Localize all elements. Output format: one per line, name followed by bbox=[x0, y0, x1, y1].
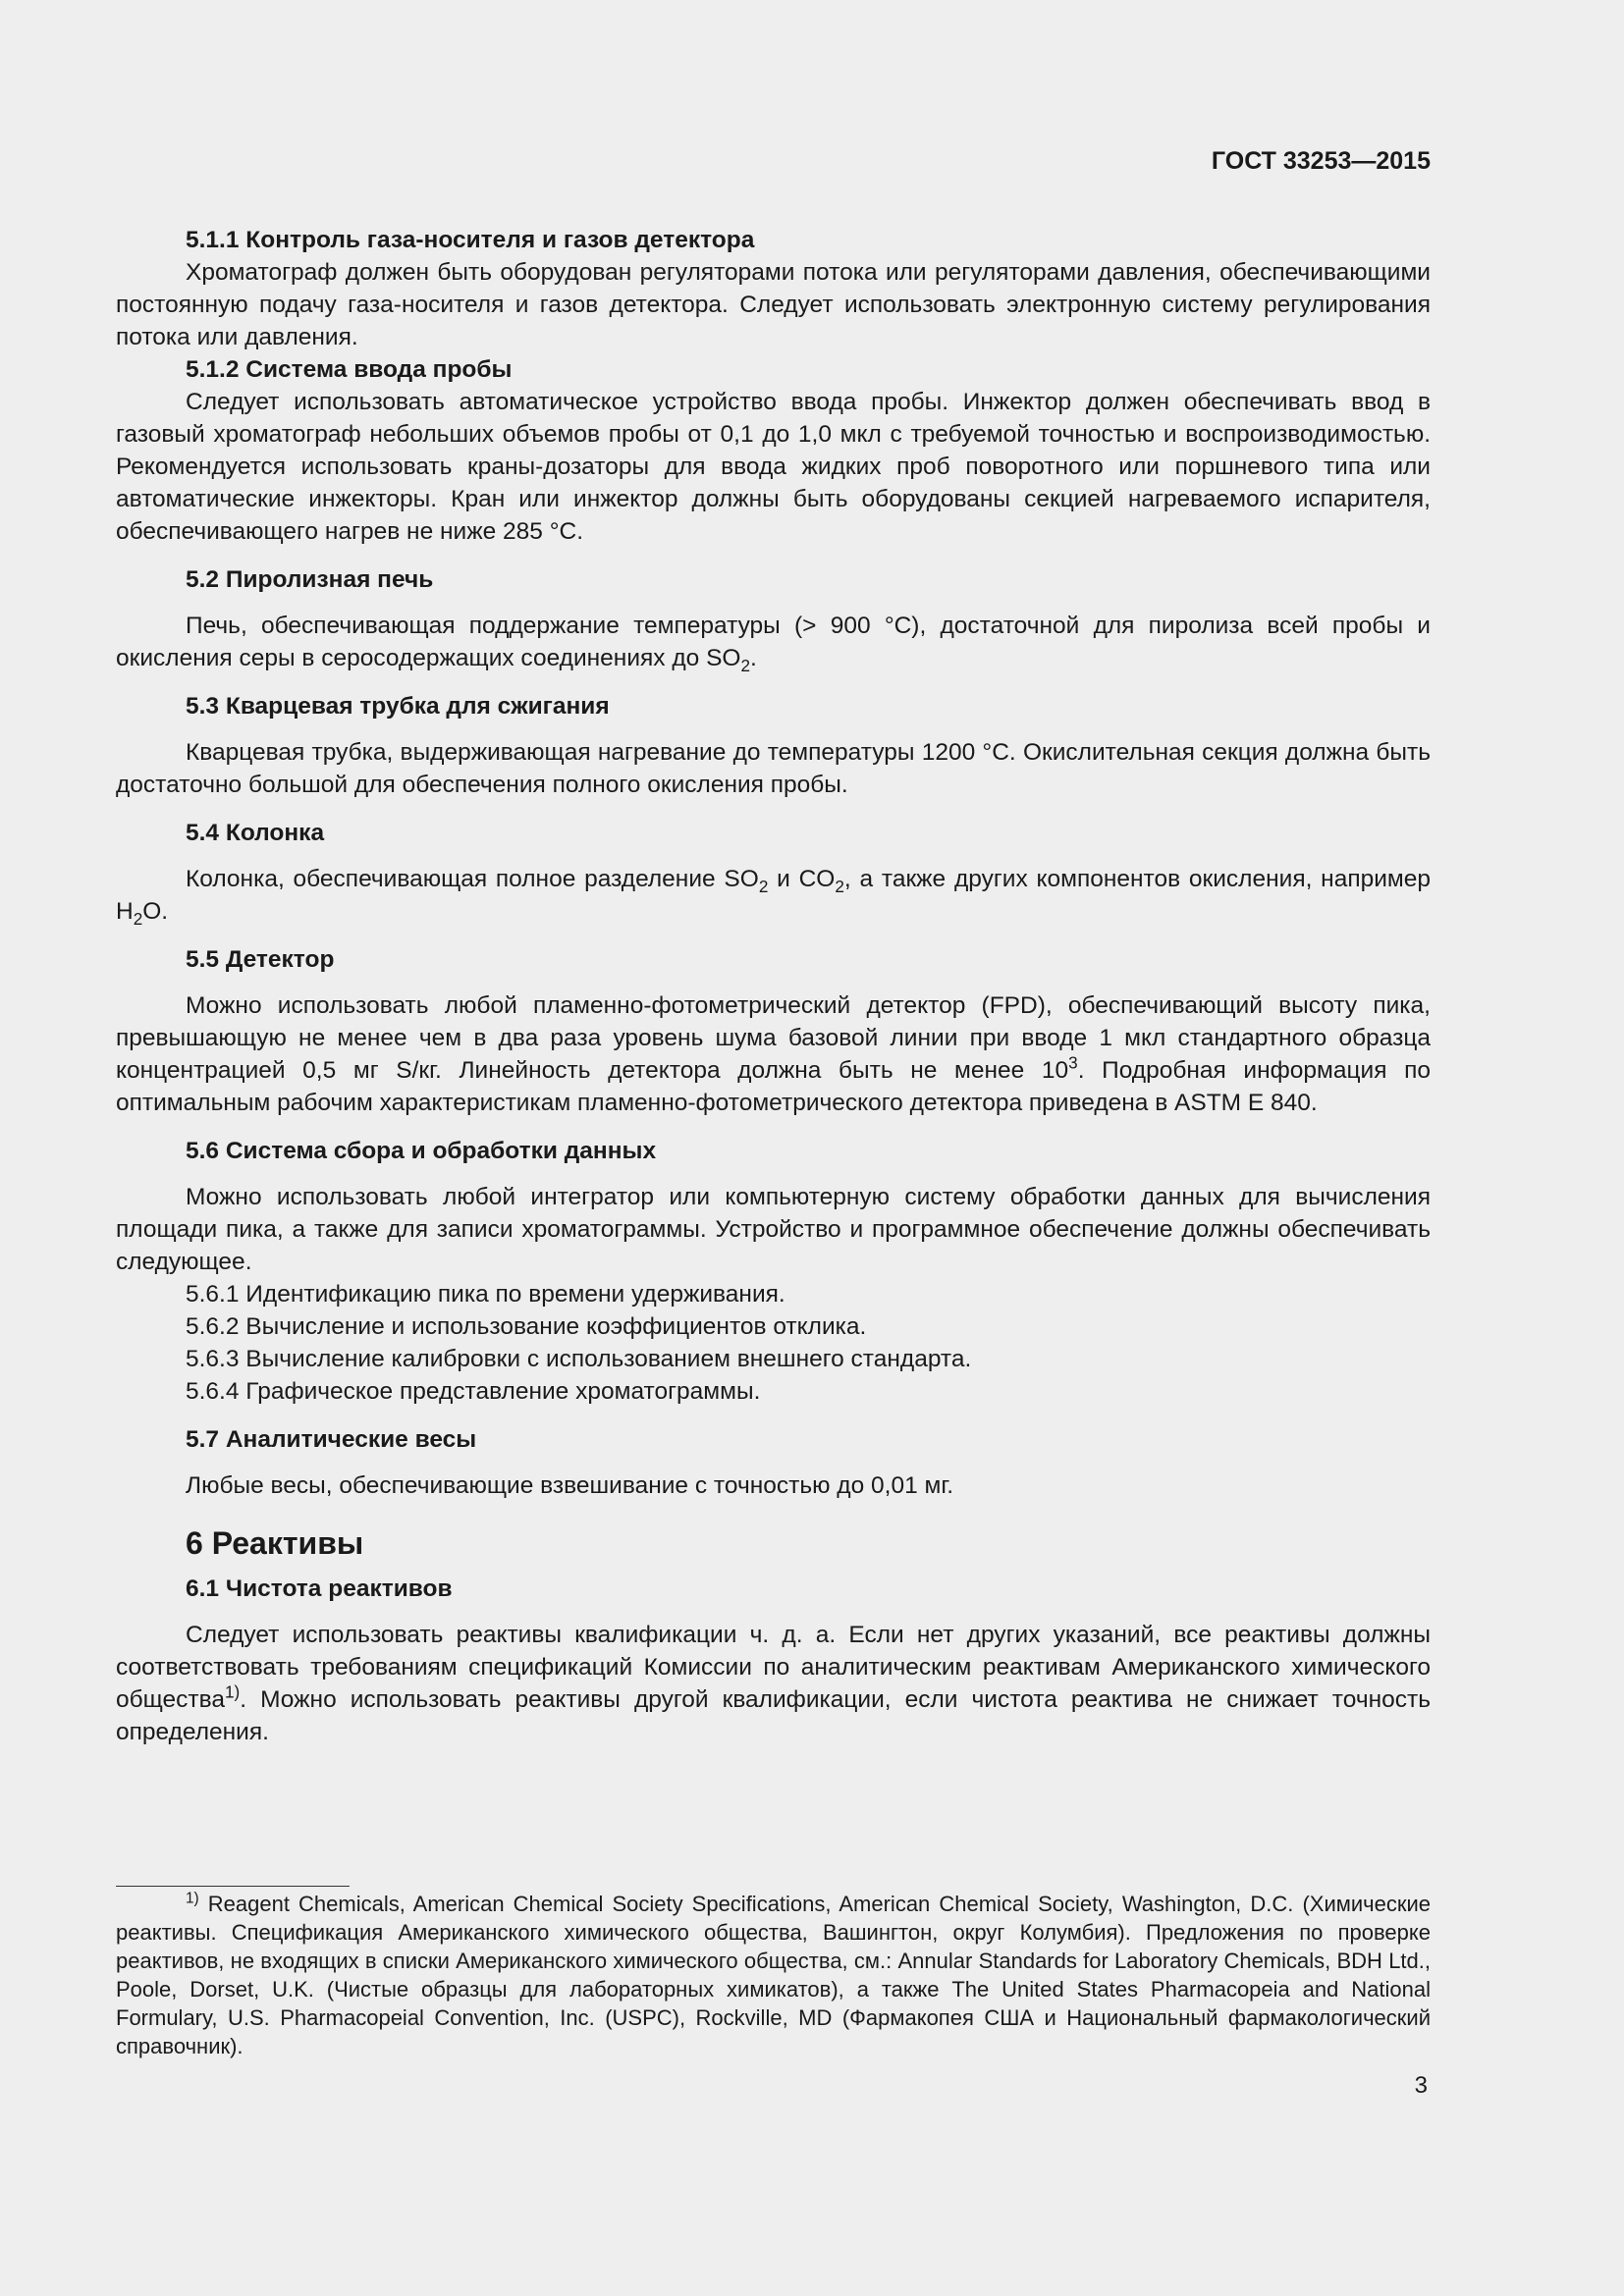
text-5-4-2: и CO bbox=[768, 866, 836, 892]
list-item-5-6-1: 5.6.1 Идентификацию пика по времени удерживания. bbox=[186, 1281, 785, 1308]
subscript-5-4-2: 2 bbox=[835, 877, 844, 896]
heading-5-5: 5.5 Детектор bbox=[186, 946, 335, 973]
list-item-5-6-3: 5.6.3 Вычисление калибровки с использованием внешнего стандарта. bbox=[186, 1346, 972, 1372]
footnote-text: Reagent Chemicals, American Chemical Society Specifications, American Chemical Society, Washington, D.C. (Химические реактивы. Спецификация Американского химического общества, Вашингтон, округ Колумбия). Предложения по проверке реактивов, не входящих в списки Американского химического общества, см.: Annular Standards for Laboratory Chemicals, BDH Ltd., Poole, Dorset, U.K. (Чистые образцы для лабораторных химикатов), а также The United States Pharmacopeia and National Formulary, U.S. Pharmacopeial Convention, Inc. (USPC), Rockville, MD (Фармакопея США и Национальный фармакологический справочник). bbox=[116, 1892, 1431, 2058]
subscript-5-4-1: 2 bbox=[758, 877, 769, 896]
heading-5-1-1: 5.1.1 Контроль газа-носителя и газов детектора bbox=[186, 227, 755, 253]
text-6-1-2: . Можно использовать реактивы другой квалификации, если чистота реактива не снижает точность определения. bbox=[116, 1686, 1431, 1745]
paragraph-5-4 bbox=[116, 863, 1431, 928]
page-content bbox=[116, 224, 1431, 1748]
subscript-5-2: 2 bbox=[740, 656, 751, 675]
text-5-5-1: Можно использовать любой пламенно-фотометрический детектор (FPD), обеспечивающий высоту пика, превышающую не менее чем в два раза уровень шума базовой линии при вводе 1 мкл стандартного образца концентрацией 0,5 мг S/кг. Линейность детектора должна быть не менее 10 bbox=[116, 992, 1431, 1084]
footnote-divider bbox=[116, 1886, 350, 1887]
paragraph-6-1 bbox=[116, 1619, 1431, 1748]
heading-6-1: 6.1 Чистота реактивов bbox=[186, 1575, 453, 1602]
paragraph-5-5 bbox=[116, 989, 1431, 1119]
footnote-ref-1: 1) bbox=[225, 1682, 241, 1702]
text-5-5-2: . Подробная информация по оптимальным рабочим характеристикам пламенно-фотометрического детектора приведена в ASTM E 840. bbox=[116, 1057, 1431, 1116]
footnote-marker: 1) bbox=[186, 1890, 199, 1907]
paragraph-5-1-1: Хроматограф должен быть оборудован регуляторами потока или регуляторами давления, обеспечивающими постоянную подачу газа-носителя и газов детектора. Следует использовать электронную систему регулирования потока или давления. bbox=[116, 259, 1431, 350]
footnote bbox=[116, 1890, 1431, 2060]
page-number: 3 bbox=[1414, 2072, 1428, 2099]
superscript-5-5: 3 bbox=[1068, 1052, 1078, 1073]
text-5-4-4: O. bbox=[142, 898, 169, 925]
paragraph-5-1-2: Следует использовать автоматическое устройство ввода пробы. Инжектор должен обеспечивать ввод в газовый хроматограф небольших объемов пробы от 0,1 до 1,0 мкл с требуемой точностью и воспроизводимостью. Рекомендуется использовать краны-дозаторы для ввода жидких проб поворотного или поршневого типа или автоматические инжекторы. Кран или инжектор должны быть оборудованы секцией нагреваемого испарителя, обеспечивающего нагрев не ниже 285 °С. bbox=[116, 389, 1431, 545]
heading-5-2: 5.2 Пиролизная печь bbox=[186, 566, 434, 593]
text-6-1-1: Следует использовать реактивы квалификации ч. д. а. Если нет других указаний, все реактивы должны соответствовать требованиям спецификаций Комиссии по аналитическим реактивам Американского химического общества bbox=[116, 1622, 1431, 1713]
heading-5-7: 5.7 Аналитические весы bbox=[186, 1426, 477, 1453]
list-item-5-6-2: 5.6.2 Вычисление и использование коэффициентов отклика. bbox=[186, 1313, 867, 1340]
heading-5-3: 5.3 Кварцевая трубка для сжигания bbox=[186, 693, 610, 720]
subscript-5-4-3: 2 bbox=[133, 909, 143, 929]
paragraph-5-7: Любые весы, обеспечивающие взвешивание с точностью до 0,01 мг. bbox=[186, 1472, 954, 1499]
list-item-5-6-4: 5.6.4 Графическое представление хроматограммы. bbox=[186, 1378, 761, 1405]
doc-code-header: ГОСТ 33253—2015 bbox=[1211, 147, 1431, 175]
heading-5-6: 5.6 Система сбора и обработки данных bbox=[186, 1138, 657, 1164]
text-5-2-b: . bbox=[750, 645, 757, 671]
text-5-2-a: Печь, обеспечивающая поддержание температуры (> 900 °С), достаточной для пиролиза всей пробы и окисления серы в серосодержащих соединениях до SO bbox=[116, 613, 1431, 671]
heading-6: 6 Реактивы bbox=[186, 1525, 364, 1561]
heading-5-1-2: 5.1.2 Система ввода пробы bbox=[186, 356, 513, 383]
paragraph-5-3: Кварцевая трубка, выдерживающая нагревание до температуры 1200 °С. Окислительная секция должна быть достаточно большой для обеспечения полного окисления пробы. bbox=[116, 739, 1431, 798]
text-5-4-1: Колонка, обеспечивающая полное разделение SO bbox=[186, 866, 759, 892]
paragraph-5-6: Можно использовать любой интегратор или компьютерную систему обработки данных для вычисления площади пика, а также для записи хроматограммы. Устройство и программное обеспечение должны обеспечивать следующее. bbox=[116, 1184, 1431, 1275]
heading-5-4: 5.4 Колонка bbox=[186, 820, 325, 846]
paragraph-5-2 bbox=[116, 610, 1431, 674]
text-5-4-3: , а также других компонентов окисления, например H bbox=[116, 866, 1431, 925]
